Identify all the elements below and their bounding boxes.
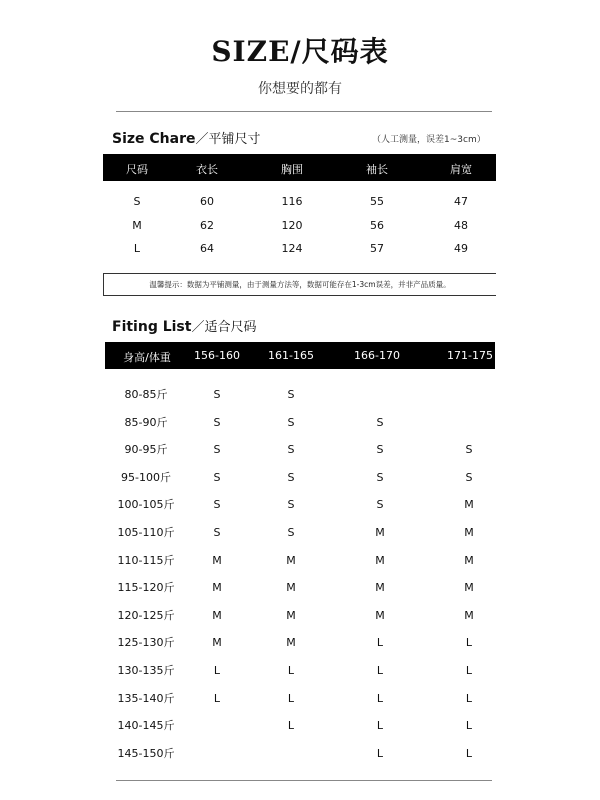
fit-size-cell: S	[213, 388, 221, 401]
fit-size-cell: S	[287, 498, 295, 512]
fit-size-cell: L	[376, 746, 384, 760]
size-cell: 57	[370, 242, 384, 255]
size-cell: 120	[281, 219, 303, 232]
fit-col-header: 身高/体重	[123, 351, 171, 364]
fit-size-cell: S	[376, 443, 384, 457]
fit-col-header: 171-175	[447, 349, 493, 362]
bottom-divider	[116, 780, 492, 781]
fit-size-cell: M	[464, 608, 474, 622]
fit-size-cell: M	[375, 526, 385, 539]
top-divider	[116, 111, 492, 112]
size-col-header: 袖长	[366, 163, 388, 176]
fit-row-weight: 135-140斤	[117, 691, 175, 705]
page-subtitle: 你想要的都有	[258, 81, 342, 97]
fit-size-cell: S	[213, 415, 221, 429]
fit-size-cell: M	[375, 608, 385, 622]
fit-row-weight: 95-100斤	[121, 470, 171, 484]
fit-row-weight: 85-90斤	[124, 415, 168, 429]
size-cell: L	[133, 242, 141, 255]
measurement-tip: 温馨提示：数据为平铺测量，由于测量方法等，数据可能存在1-3cm误差，并非产品质量。	[103, 273, 496, 296]
fitting-list-header	[105, 342, 495, 369]
size-cell: M	[132, 219, 142, 232]
fit-row-weight: 110-115斤	[117, 553, 175, 567]
fit-size-cell: M	[464, 581, 474, 595]
size-cell: 116	[281, 195, 303, 208]
fit-size-cell: S	[213, 470, 221, 484]
size-cell: 124	[281, 242, 303, 255]
fit-size-cell: S	[465, 443, 473, 457]
fit-size-cell: S	[376, 470, 384, 484]
fit-size-cell: M	[464, 498, 474, 512]
fitting-list-title-en: Fiting List	[112, 319, 192, 335]
fit-size-cell: M	[375, 553, 385, 567]
fit-row-weight: 145-150斤	[117, 746, 175, 760]
fit-size-cell: L	[376, 636, 384, 650]
size-cell: 47	[454, 195, 468, 208]
fit-size-cell: S	[287, 470, 295, 484]
fit-row-weight: 140-145斤	[117, 719, 175, 733]
fit-col-header: 156-160	[194, 349, 240, 362]
size-cell: S	[133, 195, 141, 208]
fit-size-cell: L	[376, 691, 384, 705]
fitting-list-title-cn: ／适合尺码	[191, 320, 257, 335]
fit-size-cell: M	[286, 608, 296, 622]
size-cell: 62	[200, 219, 214, 232]
fit-size-cell: M	[464, 553, 474, 567]
fit-size-cell: S	[213, 498, 221, 512]
fit-row-weight: 115-120斤	[117, 581, 175, 595]
size-chart-title-cn: ／平铺尺寸	[195, 132, 261, 147]
fit-col-header: 166-170	[354, 349, 400, 362]
fit-row-weight: 130-135斤	[117, 664, 175, 677]
fit-size-cell: M	[286, 581, 296, 595]
fit-size-cell: L	[287, 719, 295, 733]
fit-size-cell: S	[287, 388, 295, 401]
fit-size-cell: L	[376, 719, 384, 733]
fit-row-weight: 105-110斤	[117, 526, 175, 539]
fit-row-weight: 100-105斤	[117, 498, 175, 512]
fit-row-weight: 120-125斤	[117, 608, 175, 622]
fit-row-weight: 125-130斤	[117, 636, 175, 650]
fit-size-cell: S	[376, 415, 384, 429]
fit-size-cell: L	[465, 746, 473, 760]
size-col-header: 衣长	[196, 163, 218, 176]
fit-size-cell: S	[465, 470, 473, 484]
fit-size-cell: S	[287, 526, 295, 539]
fit-size-cell: M	[286, 553, 296, 567]
fitting-list-heading	[112, 316, 256, 335]
fit-size-cell: L	[465, 636, 473, 650]
fit-row-weight: 80-85斤	[124, 388, 168, 401]
fit-size-cell: L	[213, 664, 221, 677]
size-cell: 60	[200, 195, 214, 208]
size-col-header: 尺码	[126, 163, 148, 176]
size-cell: 64	[200, 242, 214, 255]
fit-size-cell: S	[213, 526, 221, 539]
fit-size-cell: M	[464, 526, 474, 539]
fit-size-cell: S	[287, 443, 295, 457]
fit-size-cell: L	[213, 691, 221, 705]
measurement-note: （人工测量，误差1~3cm）	[372, 135, 486, 145]
fit-size-cell: L	[376, 664, 384, 677]
fit-size-cell: L	[465, 719, 473, 733]
fit-size-cell: M	[375, 581, 385, 595]
fit-size-cell: M	[212, 608, 222, 622]
page-title: SIZE/尺码表	[211, 35, 389, 68]
size-col-header: 肩宽	[450, 163, 472, 176]
size-chart-title-en: Size Chare	[112, 131, 196, 147]
fit-row-weight: 90-95斤	[124, 443, 168, 457]
fit-size-cell: M	[212, 553, 222, 567]
size-chart-header	[103, 154, 496, 181]
fit-size-cell: L	[287, 664, 295, 677]
size-cell: 49	[454, 242, 468, 255]
fit-size-cell: M	[286, 636, 296, 650]
fit-size-cell: S	[376, 498, 384, 512]
size-cell: 55	[370, 195, 384, 208]
size-cell: 56	[370, 219, 384, 232]
fit-size-cell: M	[212, 581, 222, 595]
fit-size-cell: L	[287, 691, 295, 705]
fit-size-cell: S	[287, 415, 295, 429]
fit-size-cell: L	[465, 664, 473, 677]
fit-size-cell: M	[212, 636, 222, 650]
fit-col-header: 161-165	[268, 349, 314, 362]
fit-size-cell: S	[213, 443, 221, 457]
size-chart-heading	[112, 128, 261, 147]
size-cell: 48	[454, 219, 468, 232]
fit-size-cell: L	[465, 691, 473, 705]
size-col-header: 胸围	[281, 163, 303, 176]
